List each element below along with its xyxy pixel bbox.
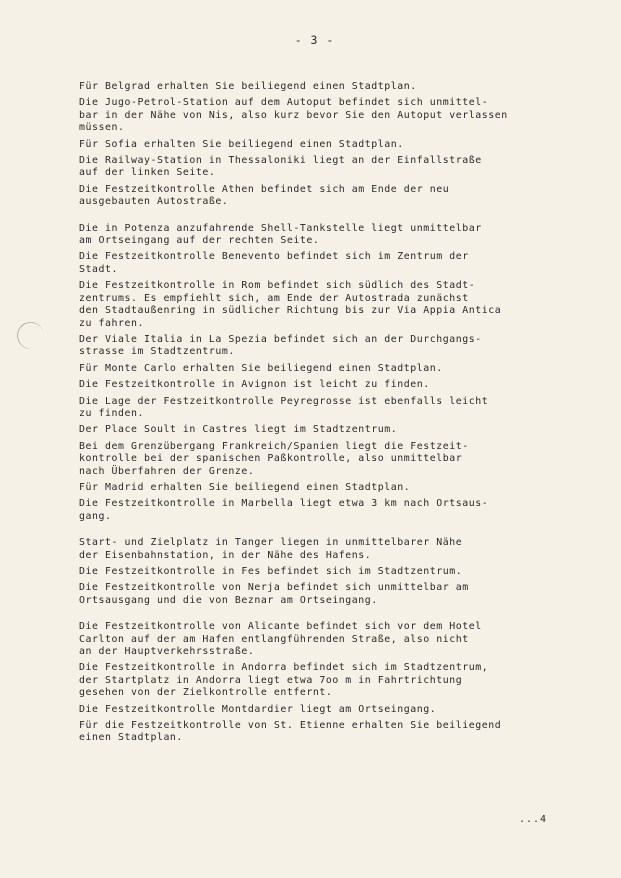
paragraph-grenzuebergang: Bei dem Grenzübergang Frankreich/Spanien liegt die Festzeit- kontrolle bei der spanischen Paßkontrolle, also unmittelbar nach Überfahren der Grenze.	[79, 440, 469, 477]
paragraph-tanger: Start- und Zielplatz in Tanger liegen in unmittelbarer Nähe der Eisenbahnstation, in der Nähe des Hafens.	[79, 537, 463, 561]
paragraph-alicante: Die Festzeitkontrolle von Alicante befindet sich vor dem Hotel Carlton auf der am Hafen entlangführenden Straße, also nicht an der Hauptverkehrsstraße.	[79, 621, 482, 658]
paragraph-montdardier: Die Festzeitkontrolle Montdardier liegt am Ortseingang.	[79, 703, 437, 715]
paragraph-belgrad: Für Belgrad erhalten Sie beiliegend einen Stadtplan.	[79, 81, 417, 92]
paragraph-potenza: Die in Potenza anzufahrende Shell-Tankstelle liegt unmittelbar am Ortseingang auf der rechten Seite.	[79, 222, 482, 247]
paragraph-monte-carlo: Für Monte Carlo erhalten Sie beiliegend einen Stadtplan.	[79, 362, 443, 374]
document-body	[79, 81, 584, 749]
paragraph-nerja: Die Festzeitkontrolle von Nerja befindet sich unmittelbar am Ortsausgang und die von Beznar am Ortseingang.	[79, 582, 469, 606]
paragraph-athen: Die Festzeitkontrolle Athen befindet sich am Ende der neu ausgebauten Autostraße.	[79, 183, 450, 208]
paragraph-st-etienne: Für die Festzeitkontrolle von St. Etienne erhalten Sie beiliegend einen Stadtplan.	[79, 720, 502, 744]
paragraph-rom: Die Festzeitkontrolle in Rom befindet sich südlich des Stadt- zentrums. Es empfiehlt sich, am Ende der Autostrada zunächst den Stadtaußenring in südlicher Richtung bis zur Via Appia Antica zu fahren.	[79, 280, 502, 329]
paragraph-castres: Der Place Soult in Castres liegt im Stadtzentrum.	[79, 424, 398, 436]
paragraph-la-spezia: Der Viale Italia in La Spezia befindet sich an der Durchgangs- strasse im Stadtzentrum.	[79, 333, 482, 358]
paragraph-fes: Die Festzeitkontrolle in Fes befindet sich im Stadtzentrum.	[79, 566, 463, 577]
page-number: - 3 -	[294, 33, 335, 47]
paragraph-marbella: Die Festzeitkontrolle in Marbella liegt etwa 3 km nach Ortsaus- gang.	[79, 498, 489, 522]
continuation-marker: ...4	[519, 814, 548, 825]
paragraph-andorra: Die Festzeitkontrolle in Andorra befindet sich im Stadtzentrum, der Startplatz in Andorra liegt etwa 7oo m in Fahrtrichtung gesehen von der Zielkontrolle entfernt.	[79, 662, 489, 699]
paragraph-sofia: Für Sofia erhalten Sie beiliegend einen Stadtplan.	[79, 138, 404, 150]
paragraph-madrid: Für Madrid erhalten Sie beiliegend einen Stadtplan.	[79, 481, 411, 493]
paragraph-thessaloniki: Die Railway-Station in Thessaloniki liegt an der Einfallstraße auf der linken Seite.	[79, 155, 482, 179]
paragraph-avignon: Die Festzeitkontrolle in Avignon ist leicht zu finden.	[79, 379, 430, 391]
paragraph-jugo-petrol: Die Jugo-Petrol-Station auf dem Autoput befindet sich unmittel- bar in der Nähe von Nis, also kurz bevor Sie den Autoput verlassen müssen.	[79, 97, 508, 134]
punch-hole-mark	[14, 319, 47, 352]
paragraph-benevento: Die Festzeitkontrolle Benevento befindet sich im Zentrum der Stadt.	[79, 251, 469, 275]
paragraph-peyregrosse: Die Lage der Festzeitkontrolle Peyregrosse ist ebenfalls leicht zu finden.	[79, 395, 489, 419]
